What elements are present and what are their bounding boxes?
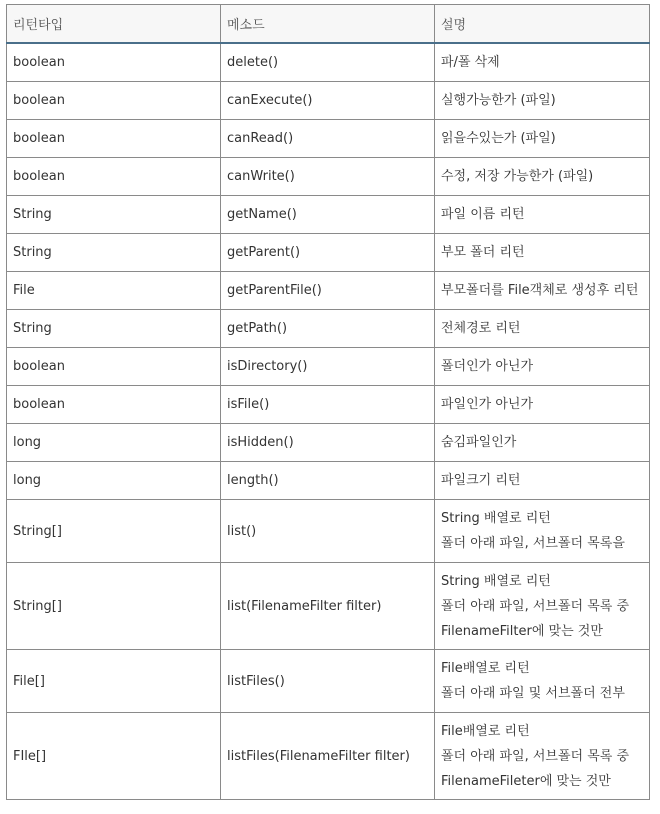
- description-cell: [435, 500, 650, 563]
- table-row: [7, 120, 650, 158]
- method-cell: list(): [221, 500, 435, 563]
- description-cell: [435, 563, 650, 650]
- description-line: 파일크기 리턴: [441, 473, 521, 488]
- description-cell: [435, 424, 650, 462]
- table-row: [7, 234, 650, 272]
- return-type-cell: long: [7, 462, 221, 500]
- return-type-cell: String: [7, 310, 221, 348]
- description-cell: [435, 310, 650, 348]
- table-row: [7, 158, 650, 196]
- description-cell: [435, 196, 650, 234]
- method-cell: listFiles(): [221, 650, 435, 713]
- table-row: [7, 272, 650, 310]
- method-cell: getParent(): [221, 234, 435, 272]
- description-line: 폴더 아래 파일 및 서브폴더 전부: [441, 686, 625, 701]
- table-row: [7, 462, 650, 500]
- return-type-cell: boolean: [7, 348, 221, 386]
- description-line: 파일인가 아닌가: [441, 397, 534, 412]
- description-line: 파/폴 삭제: [441, 55, 500, 70]
- description-line: FilenameFilter에 맞는 것만: [441, 623, 603, 639]
- description-cell: [435, 158, 650, 196]
- table-row: [7, 713, 650, 800]
- return-type-cell: long: [7, 424, 221, 462]
- method-cell: length(): [221, 462, 435, 500]
- return-type-cell: boolean: [7, 43, 221, 82]
- description-line: 실행가능한가 (파일): [441, 93, 556, 108]
- description-cell: [435, 272, 650, 310]
- method-cell: getParentFile(): [221, 272, 435, 310]
- description-line: 폴더 아래 파일, 서브폴더 목록을: [441, 536, 625, 551]
- table-row: [7, 310, 650, 348]
- description-line: 폴더인가 아닌가: [441, 359, 534, 374]
- description-line: 폴더 아래 파일, 서브폴더 목록 중: [441, 748, 630, 764]
- description-line: 파일 이름 리턴: [441, 207, 525, 222]
- return-type-cell: String: [7, 234, 221, 272]
- table-row: [7, 563, 650, 650]
- description-line: 폴더 아래 파일, 서브폴더 목록 중: [441, 598, 630, 614]
- return-type-cell: boolean: [7, 386, 221, 424]
- method-cell: isHidden(): [221, 424, 435, 462]
- description-line: 부모폴더를 File객체로 생성후 리턴: [441, 283, 639, 298]
- return-type-cell: File: [7, 272, 221, 310]
- method-cell: list(FilenameFilter filter): [221, 563, 435, 650]
- return-type-cell: String: [7, 196, 221, 234]
- description-cell: [435, 386, 650, 424]
- method-cell: canWrite(): [221, 158, 435, 196]
- return-type-cell: String[]: [7, 500, 221, 563]
- description-cell: [435, 120, 650, 158]
- header-method: 메소드: [221, 5, 435, 44]
- return-type-cell: boolean: [7, 158, 221, 196]
- return-type-cell: String[]: [7, 563, 221, 650]
- return-type-cell: boolean: [7, 120, 221, 158]
- method-cell: getName(): [221, 196, 435, 234]
- method-cell: canExecute(): [221, 82, 435, 120]
- description-cell: [435, 713, 650, 800]
- description-line: 수정, 저장 가능한가 (파일): [441, 169, 594, 184]
- description-line: FilenameFileter에 맞는 것만: [441, 773, 611, 789]
- return-type-cell: boolean: [7, 82, 221, 120]
- method-cell: listFiles(FilenameFilter filter): [221, 713, 435, 800]
- description-cell: [435, 43, 650, 82]
- table-row: [7, 196, 650, 234]
- return-type-cell: File[]: [7, 650, 221, 713]
- header-row: [7, 5, 650, 44]
- table-row: [7, 82, 650, 120]
- table-row: [7, 650, 650, 713]
- method-cell: canRead(): [221, 120, 435, 158]
- description-cell: [435, 348, 650, 386]
- description-line: File배열로 리턴: [441, 723, 530, 739]
- description-line: String 배열로 리턴: [441, 511, 551, 526]
- method-cell: isDirectory(): [221, 348, 435, 386]
- header-return-type: 리턴타입: [7, 5, 221, 44]
- description-line: 전체경로 리턴: [441, 321, 521, 336]
- table-row: [7, 424, 650, 462]
- description-line: 숨김파일인가: [441, 435, 517, 450]
- return-type-cell: FIle[]: [7, 713, 221, 800]
- description-line: String 배열로 리턴: [441, 573, 551, 589]
- description-line: 부모 폴더 리턴: [441, 245, 525, 260]
- table-row: [7, 43, 650, 82]
- method-cell: getPath(): [221, 310, 435, 348]
- description-cell: [435, 462, 650, 500]
- description-cell: [435, 650, 650, 713]
- description-line: File배열로 리턴: [441, 661, 530, 676]
- table-row: [7, 500, 650, 563]
- description-cell: [435, 234, 650, 272]
- header-description: 설명: [435, 5, 650, 44]
- description-cell: [435, 82, 650, 120]
- method-table: [6, 4, 650, 800]
- table-row: [7, 386, 650, 424]
- description-line: 읽을수있는가 (파일): [441, 131, 556, 146]
- table-row: [7, 348, 650, 386]
- method-cell: delete(): [221, 43, 435, 82]
- method-cell: isFile(): [221, 386, 435, 424]
